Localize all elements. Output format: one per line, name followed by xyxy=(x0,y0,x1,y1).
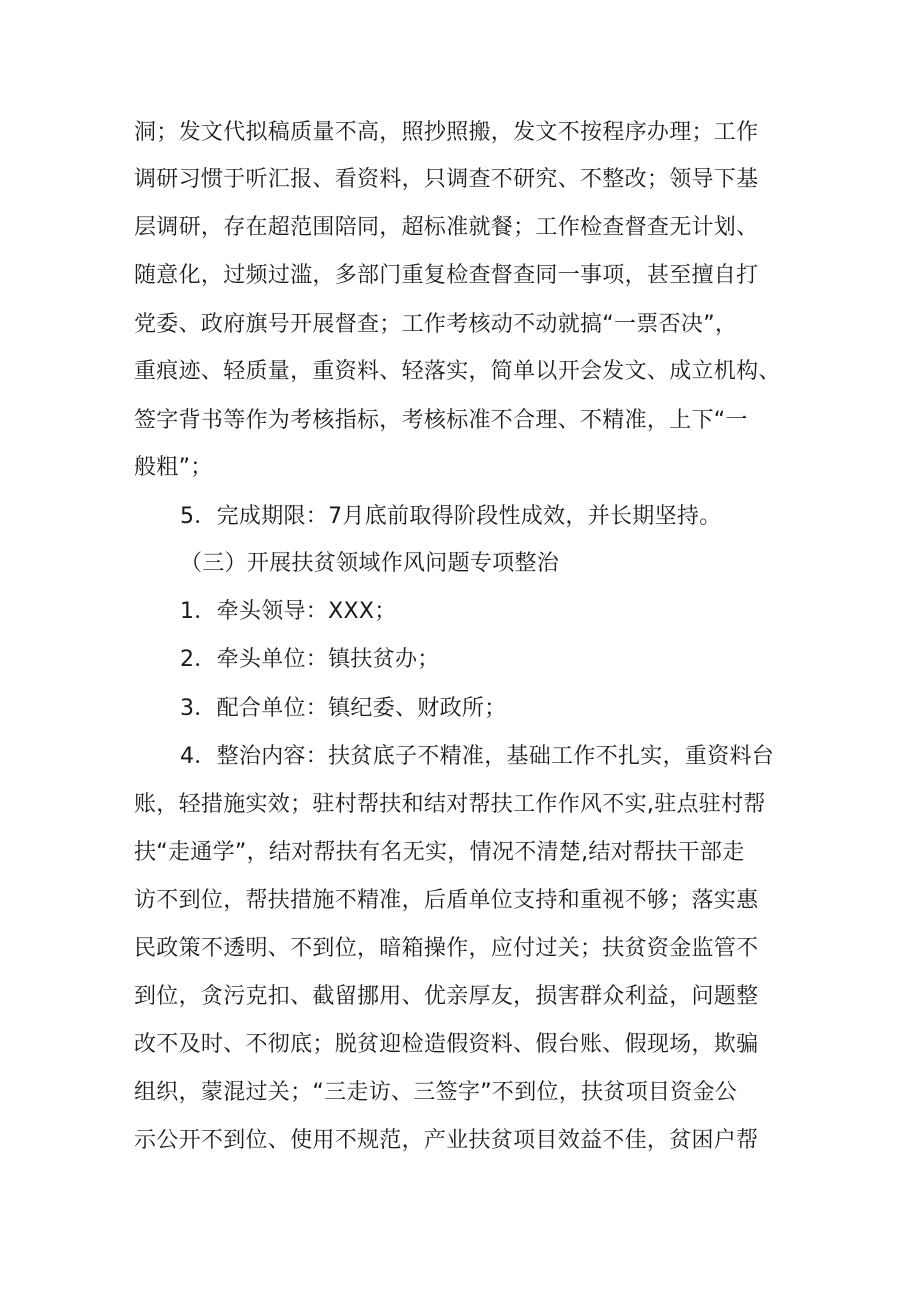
text-line: 到位，贪污克扣、截留挪用、优亲厚友，损害群众利益，问题整 xyxy=(134,984,759,1009)
rectification-content-item: 4．整治内容：扶贫底子不精准，基础工作不扎实，重资料台 xyxy=(180,744,775,769)
deadline-item: 5．完成期限：7月底前取得阶段性成效，并长期坚持。 xyxy=(180,504,722,529)
lead-unit-item: 2．牵头单位：镇扶贫办； xyxy=(180,647,440,672)
text-line: 党委、政府旗号开展督查；工作考核动不动就搞“一票否决”， xyxy=(134,312,738,337)
text-line: 随意化，过频过滥，多部门重复检查督查同一事项，甚至擅自打 xyxy=(134,263,759,288)
text-line: 洞；发文代拟稿质量不高，照抄照搬，发文不按程序办理；工作 xyxy=(134,120,759,145)
text-line: 调研习惯于听汇报、看资料，只调查不研究、不整改；领导下基 xyxy=(134,167,759,192)
section-heading: （三）开展扶贫领域作风问题专项整治 xyxy=(180,551,560,576)
text-line: 示公开不到位、使用不规范，产业扶贫项目效益不佳，贫困户帮 xyxy=(134,1128,759,1153)
text-line: 民政策不透明、不到位，暗箱操作，应付过关；扶贫资金监管不 xyxy=(134,936,759,961)
text-line: 层调研，存在超范围陪同，超标准就餐；工作检查督查无计划、 xyxy=(134,215,759,240)
text-line: 重痕迹、轻质量，重资料、轻落实，简单以开会发文、成立机构、 xyxy=(134,359,781,384)
lead-leader-item: 1．牵头领导：XXX； xyxy=(180,599,397,624)
text-line: 改不及时、不彻底；脱贫迎检造假资料、假台账、假现场，欺骗 xyxy=(134,1032,759,1057)
text-line: 账，轻措施实效；驻村帮扶和结对帮扶工作作风不实,驻点驻村帮 xyxy=(134,792,766,817)
text-line: 扶“走通学”，结对帮扶有名无实，情况不清楚,结对帮扶干部走 xyxy=(134,840,745,865)
text-line: 般粗”； xyxy=(134,455,213,480)
cooperating-unit-item: 3．配合单位：镇纪委、财政所； xyxy=(180,696,507,721)
text-line: 访不到位，帮扶措施不精准，后盾单位支持和重视不够；落实惠 xyxy=(134,888,759,913)
text-line: 签字背书等作为考核指标，考核标准不合理、不精准，上下“一 xyxy=(134,408,748,433)
text-line: 组织，蒙混过关；“三走访、三签字”不到位，扶贫项目资金公 xyxy=(134,1080,738,1105)
